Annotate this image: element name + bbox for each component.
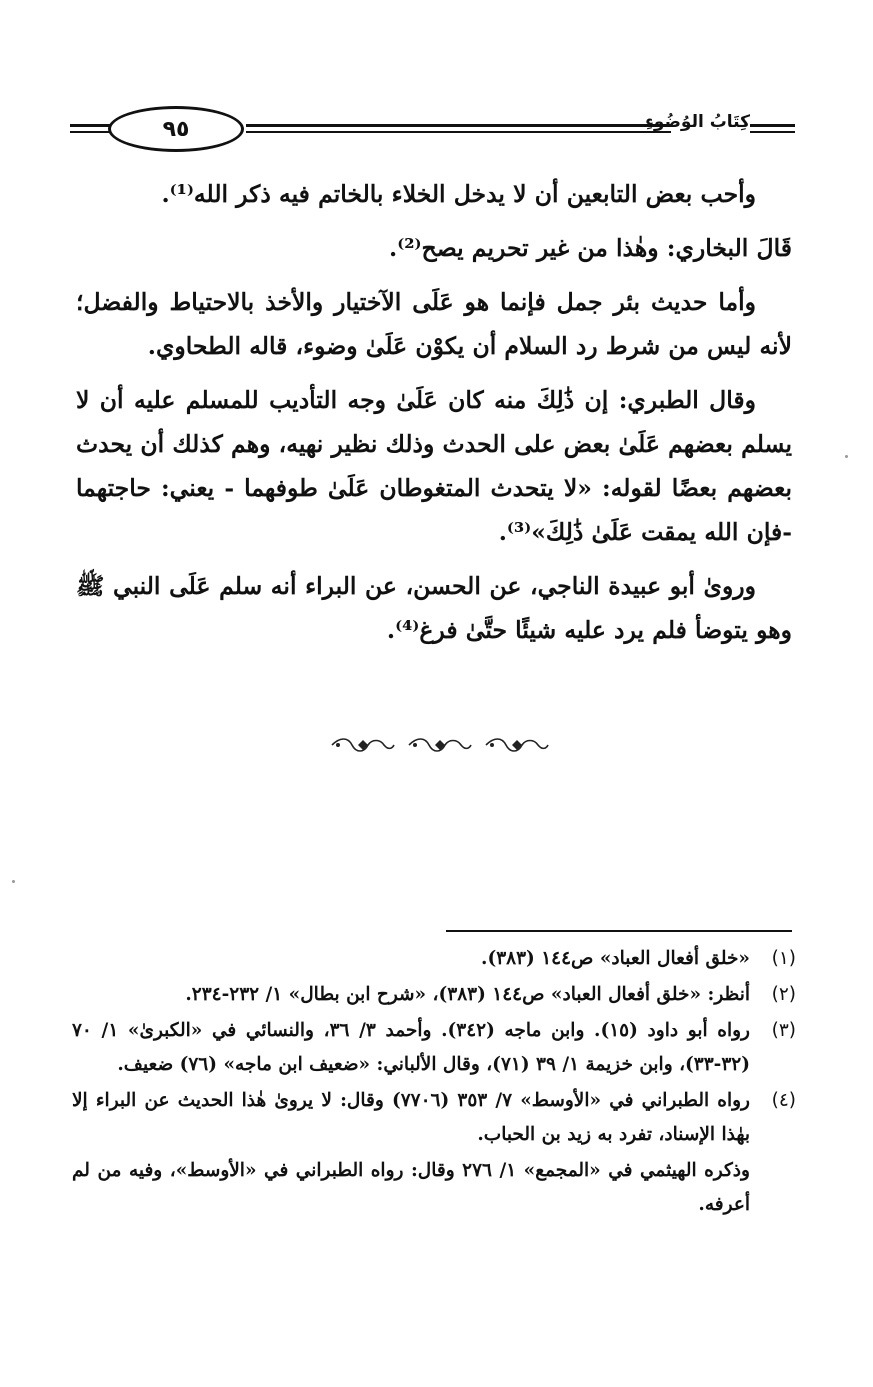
scan-speck <box>845 455 848 458</box>
footnote <box>72 978 796 1012</box>
footnote-number: (٤) <box>771 1090 796 1111</box>
ornament-icon <box>330 735 396 755</box>
footnote-text: «خلق أفعال العباد» ص١٤٤ (٣٨٣). <box>481 948 750 969</box>
paragraph: قَالَ البخاري: وهٰذا من غير تحريم يصح⁽²⁾. <box>389 234 792 262</box>
footnote <box>72 1084 796 1152</box>
paragraph: وأما حديث بئر جمل فإنما هو عَلَى الآختيار والأخذ بالاحتياط والفضل؛ لأنه ليس من شرط رد السلام أن يكوْن عَلَىٰ وضوء، قاله الطحاوي. <box>76 288 792 360</box>
page-header <box>70 100 795 170</box>
running-title: كِتَابُ الوُضُوءِ <box>645 112 750 132</box>
footnote-number: (١) <box>771 948 796 969</box>
footnote-continuation: وذكره الهيثمي في «المجمع» ١/ ٢٧٦ وقال: رواه الطبراني في «الأوسط»، وفيه من لم أعرفه. <box>72 1160 750 1215</box>
page-number: ٩٥ <box>162 116 190 142</box>
paragraph: وقال الطبري: إن ذَٰلِكَ منه كان عَلَىٰ وجه التأديب للمسلم عليه أن لا يسلم بعضهم عَلَىٰ بعض على الحدث وذلك نظير نهيه، وهم كذلك أن يحدث بعضهم بعضًا لقوله: «لا يتحدث المتغوطان عَلَىٰ طوفهما - يعني: حاجتهما -فإن الله يمقت عَلَىٰ ذَٰلِكَ»⁽³⁾. <box>76 386 792 546</box>
footnote-text: أنظر: «خلق أفعال العباد» ص١٤٤ (٣٨٣)، «شرح ابن بطال» ١/ ٢٣٢-٢٣٤. <box>185 984 750 1005</box>
header-rule <box>70 124 110 127</box>
footnote-number: (٢) <box>771 984 796 1005</box>
footnote <box>72 1014 796 1082</box>
section-ornament <box>330 733 550 757</box>
footnote-separator <box>446 930 792 932</box>
page-number-oval <box>108 106 244 152</box>
footnote-text: رواه أبو داود (١٥). وابن ماجه (٣٤٢). وأحمد ٣/ ٣٦، والنسائي في «الكبرىٰ» ١/ ٧٠ (٣٢-٣٣)، وابن خزيمة ١/ ٣٩ (٧١)، وقال الألباني: «ضعيف ابن ماجه» (٧٦) ضعيف. <box>72 1020 750 1075</box>
paragraph: ورویٰ أبو عبيدة الناجي، عن الحسن، عن البراء أنه سلم عَلَى النبي ﷺ وهو يتوضأ فلم يرد عليه شيئًا حتَّىٰ فرغ⁽⁴⁾. <box>76 572 792 644</box>
header-rule <box>750 131 795 133</box>
scan-speck <box>12 880 15 883</box>
ornament-icon <box>484 735 550 755</box>
header-rule <box>246 131 671 133</box>
footnote-number: (٣) <box>771 1020 796 1041</box>
header-rule <box>70 131 110 133</box>
footnotes <box>72 942 796 1222</box>
ornament-icon <box>407 735 473 755</box>
paragraph: وأحب بعض التابعين أن لا يدخل الخلاء بالخاتم فيه ذكر الله⁽¹⁾. <box>161 180 756 208</box>
footnote-text: رواه الطبراني في «الأوسط» ٧/ ٣٥٣ (٧٧٠٦) وقال: لا يرویٰ هٰذا الحديث عن البراء إلا بهٰذا الإسناد، تفرد به زيد بن الحباب. <box>72 1090 750 1145</box>
header-rule <box>246 124 671 127</box>
footnote <box>72 942 796 976</box>
header-rule <box>750 124 795 127</box>
main-text <box>76 172 792 662</box>
